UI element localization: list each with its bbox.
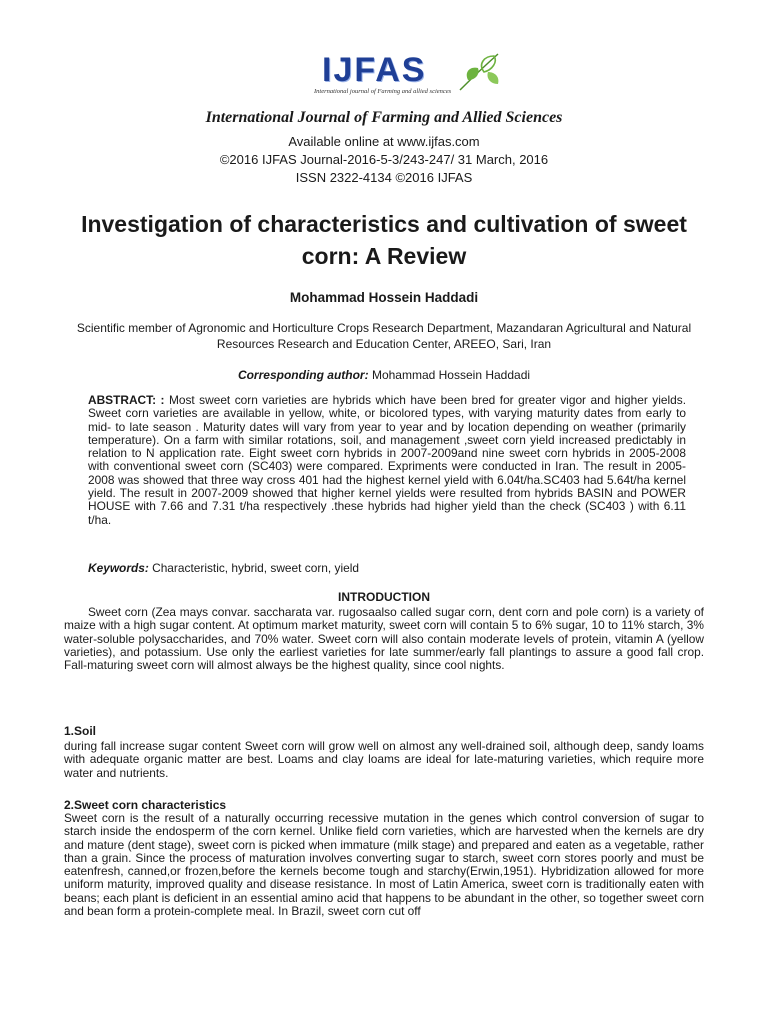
issn-line: ISSN 2322-4134 ©2016 IJFAS [295, 170, 473, 185]
leaf-sprig-icon [454, 50, 506, 92]
characteristics-paragraph: Sweet corn is the result of a naturally occurring recessive mutation in the genes which control conversion of sugar to starch inside the endosperm of the corn kernel. Unlike field corn varieties, which are harvested when the kernels are dry and mature (dent stage), sweet corn is picked when immature (milk stage) and prepared and eaten as a vegetable, rather than a grain. Since the process of maturation involves converting sugar to starch, sweet corn stores poorly and must be eatenfresh, canned,or frozen,before the kernels become tough and starchy(Erwin,1951). Hybridization allowed for more uniform maturity, improved quality and disease resistance. In most of Latin America, sweet corn is traditionally eaten with beans; each plant is deficient in an essential amino acid that happens to be abundant in the other, so together sweet corn and bean form a protein-complete meal. In Brazil, sweet corn cut off [64, 811, 704, 919]
soil-heading: 1.Soil [64, 724, 97, 738]
keywords [88, 561, 686, 575]
logo-subtitle: International journal of Farming and allied sciences [314, 88, 452, 95]
keywords-text: Characteristic, hybrid, sweet corn, yield [152, 561, 359, 575]
corresponding-name: Mohammad Hossein Haddadi [371, 368, 531, 382]
soil-paragraph: during fall increase sugar content Sweet corn will grow well on almost any well-drained soil, although deep, sandy loams with adequate organic matter are best. Loams and clay loams are ideal for late-maturing varieties, which require more water and nutrients. [64, 739, 704, 780]
availability-line: Available online at www.ijfas.com [288, 134, 480, 149]
abstract-text: Most sweet corn varieties are hybrids which have been bred for greater vigor and higher yields. Sweet corn varieties are available in yellow, white, or bicolored types, with varying maturity dates from early to mid- to late season . Maturity dates will vary from year to year and by location depending on weather (primarily temperature). On a farm with similar rotations, soil, and management ,sweet corn yield increased predictably in relation to N application rate. Eight sweet corn hybrids in 2007-2009and nine sweet corn hybrids in 2005-2008 with conventional sweet corn (SC403) were compared. Expriments were conducted in Iran. The result in 2005-2008 was showed that three way cross 401 had the highest kernel yield with 6.04t/ha.SC403 had 5.64t/ha kernel yield. The result in 2007-2009 showed that higher kernel yields were resulted from hybrids BASIN and POWER HOUSE with 7.66 and 7.31 t/ha respectively .these hybrids had higher yield than the check (SC403 ) with 6.11 t/ha. [88, 393, 686, 527]
abstract [88, 394, 686, 527]
characteristics-heading: 2.Sweet corn characteristics [64, 798, 227, 812]
journal-name: International Journal of Farming and Allied Sciences [205, 109, 563, 126]
introduction-paragraph: Sweet corn (Zea mays convar. saccharata var. rugosaalso called sugar corn, dent corn and pole corn) is a variety of maize with a high sugar content. At optimum market maturity, sweet corn will contain 5 to 6% sugar, 10 to 11% starch, 3% water-soluble polysaccharides, and 70% water. Sweet corn will also contain moderate levels of protein, vitamin A (yellow varieties), and potassium. Use only the earliest varieties for late summer/early fall plantings to assure a good fall crop. Fall-maturing sweet corn will almost always be the highest quality, since cool nights. [64, 605, 704, 673]
keywords-label: Keywords: [88, 561, 149, 575]
citation-line: ©2016 IJFAS Journal-2016-5-3/243-247/ 31 March, 2016 [219, 152, 549, 167]
corresponding-label: Corresponding author: [237, 368, 369, 382]
introduction-heading: INTRODUCTION [338, 590, 430, 604]
author-affiliation: Scientific member of Agronomic and Horticulture Crops Research Department, Mazandaran Agricultural and Natural Resources Research and Education Center, AREEO, Sari, Iran [76, 321, 692, 351]
corresponding-author [0, 368, 768, 382]
author-name: Mohammad Hossein Haddadi [289, 290, 479, 305]
journal-logo [314, 50, 512, 106]
logo-text: IJFAS [322, 51, 427, 89]
paper-title: Investigation of characteristics and cultivation of sweet corn: A Review [81, 211, 687, 269]
abstract-label: ABSTRACT: : [88, 393, 165, 407]
